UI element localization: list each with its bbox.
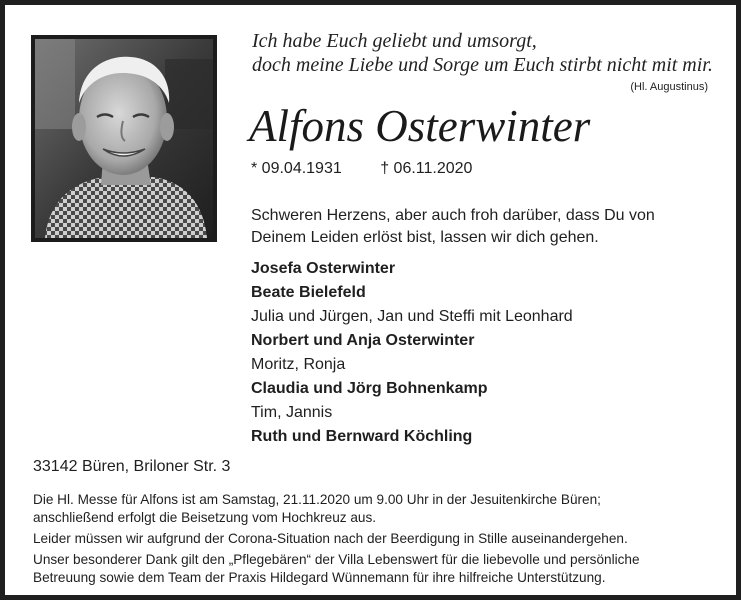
info-line: Die Hl. Messe für Alfons ist am Samstag, 21.11.2020 um 9.00 Uhr in der Jesuitenkirche Büren; (33, 492, 601, 507)
info-line: Leider müssen wir aufgrund der Corona-Situation nach der Beerdigung in Stille auseinandergehen. (33, 531, 628, 546)
family-children: Moritz, Ronja (251, 356, 346, 373)
family-member: Norbert und Anja Osterwinter (251, 332, 475, 349)
message-line: Deinem Leiden erlöst bist, lassen wir dich gehen. (251, 229, 599, 246)
family-member: Claudia und Jörg Bohnenkamp (251, 380, 488, 397)
death-date: † 06.11.2020 (380, 160, 473, 177)
info-line: Betreuung sowie dem Team der Praxis Hildegard Wünnemann für ihre hilfreiche Unterstützung. (33, 570, 606, 585)
message-line: Schweren Herzens, aber auch froh darüber, dass Du von (251, 207, 655, 224)
quote-line: Ich habe Euch geliebt und umsorgt, (252, 30, 537, 52)
quote-line: doch meine Liebe und Sorge um Euch stirbt nicht mit mir. (252, 54, 713, 76)
quote-source: (Hl. Augustinus) (630, 81, 708, 93)
portrait-photo-icon (35, 39, 213, 238)
portrait-photo (31, 35, 217, 242)
family-member: Ruth und Bernward Köchling (251, 428, 473, 445)
family-list (251, 257, 721, 449)
family-children: Julia und Jürgen, Jan und Steffi mit Leonhard (251, 308, 573, 325)
info-line: anschließend erfolgt die Beisetzung vom Hochkreuz aus. (33, 510, 377, 525)
life-dates (251, 160, 472, 178)
family-member: Josefa Osterwinter (251, 260, 396, 277)
quote (252, 29, 722, 77)
service-info (33, 491, 723, 587)
birth-date: * 09.04.1931 (251, 160, 342, 177)
deceased-name: Alfons Osterwinter (249, 101, 591, 151)
farewell-message (251, 205, 711, 249)
info-line: Unser besonderer Dank gilt den „Pflegebären“ der Villa Lebenswert für die liebevolle und persönliche (33, 552, 640, 567)
family-member: Beate Bielefeld (251, 284, 366, 301)
address: 33142 Büren, Briloner Str. 3 (33, 458, 231, 475)
family-children: Tim, Jannis (251, 404, 333, 421)
